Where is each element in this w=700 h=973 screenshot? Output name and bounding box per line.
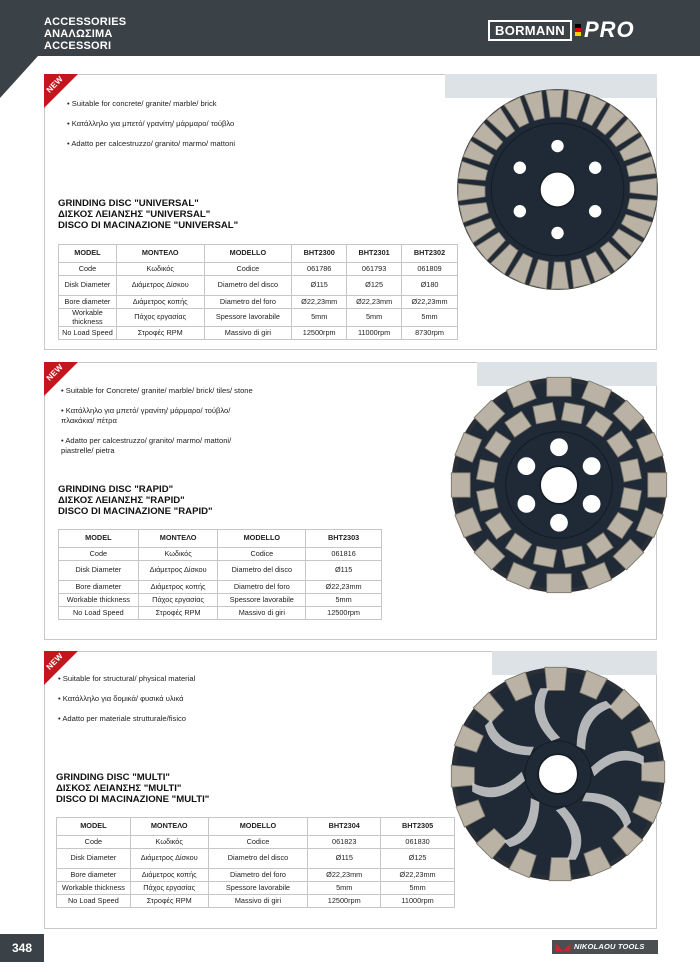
table-cell: Workable thickness [59,309,117,327]
table-cell: Diametro del disco [204,276,292,296]
feature-item: • Adatto per calcestruzzo/ granito/ marmo/ mattoni [67,139,267,149]
table-row [59,276,458,296]
table-cell: Κωδικός [116,263,204,276]
table-cell: No Load Speed [57,895,131,908]
table-header-cell: BHT2303 [306,530,382,548]
table-cell: 061823 [308,836,381,849]
table-cell: Ø22,23mm [306,581,382,594]
table-cell: No Load Speed [59,327,117,340]
table-row [59,296,458,309]
table-cell: 12500rpm [292,327,347,340]
table-cell: Διάμετρος Δίσκου [130,849,208,869]
feature-item: • Suitable for concrete/ granite/ marble/ brick [67,99,267,109]
table-cell: 11000rpm [347,327,402,340]
table-cell: Diametro del disco [218,561,306,581]
table-cell: Ø125 [347,276,402,296]
table-cell: Bore diameter [59,581,139,594]
table-cell: Diametro del disco [208,849,308,869]
table-cell: 5mm [402,309,458,327]
title-en: GRINDING DISC "MULTI" [56,772,170,783]
table-cell: Codice [218,548,306,561]
feature-list [67,99,267,159]
table-header-cell: MODEL [59,245,117,263]
table-cell: Codice [208,836,308,849]
table-cell: 061830 [381,836,455,849]
table-header-row [59,245,458,263]
header-corner-decoration [0,56,38,98]
table-cell: Disk Diameter [59,561,139,581]
table-header-cell: BHT2301 [347,245,402,263]
table-cell: Πάχος εργασίας [130,882,208,895]
table-cell: Code [59,548,139,561]
table-cell: Διάμετρος Δίσκου [138,561,218,581]
table-cell: 8730rpm [402,327,458,340]
table-cell: Στροφές RPM [116,327,204,340]
table-cell: Ø180 [402,276,458,296]
grinding-disc-universal-image [454,86,661,293]
table-header-cell: ΜΟΝΤΕΛΟ [116,245,204,263]
table-cell: Ø115 [306,561,382,581]
table-header-cell: MODELLO [218,530,306,548]
table-cell: 11000rpm [381,895,455,908]
table-cell: 12500rpm [308,895,381,908]
table-header-row [59,530,382,548]
new-badge-text: NEW [44,651,65,672]
title-it: DISCO DI MACINAZIONE "MULTI" [56,794,210,805]
table-cell: Διάμετρος κοπής [138,581,218,594]
table-cell: Spessore lavorabile [204,309,292,327]
table-cell: Ø115 [308,849,381,869]
table-cell: 5mm [292,309,347,327]
category-line-it: ACCESSORI [44,40,112,52]
table-cell: 061793 [347,263,402,276]
spec-table [58,244,458,340]
grinding-disc-rapid-image [448,374,670,596]
feature-item: • Suitable for structural/ physical material [58,674,258,684]
table-cell: Diametro del foro [208,869,308,882]
table-cell: Massivo di giri [208,895,308,908]
table-cell: Πάχος εργασίας [138,594,218,607]
table-header-cell: BHT2300 [292,245,347,263]
table-cell: Ø22,23mm [347,296,402,309]
table-row [57,882,455,895]
table-cell: Διάμετρος κοπής [130,869,208,882]
table-cell: Ø115 [292,276,347,296]
title-en: GRINDING DISC "UNIVERSAL" [58,198,199,209]
logo-brand: BORMANN [488,20,572,41]
feature-item: • Adatto per materiale strutturale/fisico [58,714,258,724]
table-row [59,548,382,561]
table-cell: Code [59,263,117,276]
flag-icon [575,24,581,36]
category-line-en: ACCESSORIES [44,16,127,28]
table-cell: Στροφές RPM [138,607,218,620]
table-row [59,263,458,276]
table-row [57,849,455,869]
table-cell: No Load Speed [59,607,139,620]
table-header-cell: BHT2304 [308,818,381,836]
feature-item: • Adatto per calcestruzzo/ granito/ marmo/ mattoni/ piastrelle/ pietra [61,436,251,456]
table-cell: Κωδικός [138,548,218,561]
spec-table [56,817,455,908]
table-cell: Disk Diameter [57,849,131,869]
category-line-gr: ΑΝΑΛΩΣΙΜΑ [44,28,113,40]
new-badge-text: NEW [44,362,65,383]
feature-list [58,674,258,734]
new-badge-text: NEW [44,74,65,95]
nikolaou-logo [552,940,658,954]
table-cell: Massivo di giri [218,607,306,620]
table-row [59,561,382,581]
table-header-cell: MODELLO [208,818,308,836]
table-cell: 061809 [402,263,458,276]
page-number: 348 [0,934,44,962]
table-row [59,607,382,620]
table-cell: 061816 [306,548,382,561]
grinding-disc-multi-image [448,664,668,884]
table-cell: Ø22,23mm [381,869,455,882]
table-row [59,594,382,607]
table-header-cell: ΜΟΝΤΕΛΟ [138,530,218,548]
table-header-cell: MODELLO [204,245,292,263]
table-cell: Diametro del foro [218,581,306,594]
title-it: DISCO DI MACINAZIONE "UNIVERSAL" [58,220,239,231]
table-row [59,309,458,327]
feature-item: • Κατάλληλο για μπετό/ γρανίτη/ μάρμαρο/ τούβλο/ πλακάκια/ πέτρα [61,406,251,426]
table-cell: Spessore lavorabile [218,594,306,607]
table-header-cell: MODEL [57,818,131,836]
feature-list [61,386,281,466]
table-cell: Workable thickness [59,594,139,607]
table-cell: Bore diameter [59,296,117,309]
table-cell: 12500rpm [306,607,382,620]
table-cell: 5mm [381,882,455,895]
bormann-pro-logo [488,17,635,43]
table-cell: Codice [204,263,292,276]
table-cell: Πάχος εργασίας [116,309,204,327]
title-gr: ΔΙΣΚΟΣ ΛΕΙΑΝΣΗΣ "RAPID" [58,495,185,506]
table-cell: Κωδικός [130,836,208,849]
feature-item: • Κατάλληλο για δομικά/ φυσικά υλικά [58,694,258,704]
table-header-row [57,818,455,836]
table-cell: Ø125 [381,849,455,869]
spec-table [58,529,382,620]
product-title [58,484,213,517]
table-cell: 5mm [308,882,381,895]
table-header-cell: BHT2302 [402,245,458,263]
title-gr: ΔΙΣΚΟΣ ΛΕΙΑΝΣΗΣ "UNIVERSAL" [58,209,211,220]
table-cell: Code [57,836,131,849]
table-cell: Στροφές RPM [130,895,208,908]
table-cell: Ø22,23mm [292,296,347,309]
table-cell: 061786 [292,263,347,276]
table-header-cell: MODEL [59,530,139,548]
table-cell: Bore diameter [57,869,131,882]
table-cell: Ø22,23mm [308,869,381,882]
table-cell: Διάμετρος Δίσκου [116,276,204,296]
page-header [0,0,700,56]
logo-pro: PRO [583,17,635,42]
table-cell: Ø22,23mm [402,296,458,309]
table-header-cell: ΜΟΝΤΕΛΟ [130,818,208,836]
feature-item: • Suitable for Concrete/ granite/ marble/ brick/ tiles/ stone [61,386,281,396]
title-gr: ΔΙΣΚΟΣ ΛΕΙΑΝΣΗΣ "MULTI" [56,783,182,794]
table-row [59,327,458,340]
table-cell: Massivo di giri [204,327,292,340]
table-cell: Disk Diameter [59,276,117,296]
category-label [44,16,126,52]
table-row [57,895,455,908]
table-cell: 5mm [347,309,402,327]
nikolaou-logo-icon: ◣◢ [556,942,571,952]
table-cell: 5mm [306,594,382,607]
feature-item: • Κατάλληλο για μπετό/ γρανίτη/ μάρμαρο/ τούβλο [67,119,267,129]
table-cell: Diametro del foro [204,296,292,309]
table-row [57,836,455,849]
product-title [56,772,209,805]
table-row [59,581,382,594]
product-title [58,198,238,231]
title-en: GRINDING DISC "RAPID" [58,484,174,495]
title-it: DISCO DI MACINAZIONE "RAPID" [58,506,213,517]
nikolaou-logo-text: NIKOLAOU TOOLS [574,942,645,951]
table-row [57,869,455,882]
table-header-cell: BHT2305 [381,818,455,836]
table-cell: Workable thickness [57,882,131,895]
table-cell: Spessore lavorabile [208,882,308,895]
table-cell: Διάμετρος κοπής [116,296,204,309]
